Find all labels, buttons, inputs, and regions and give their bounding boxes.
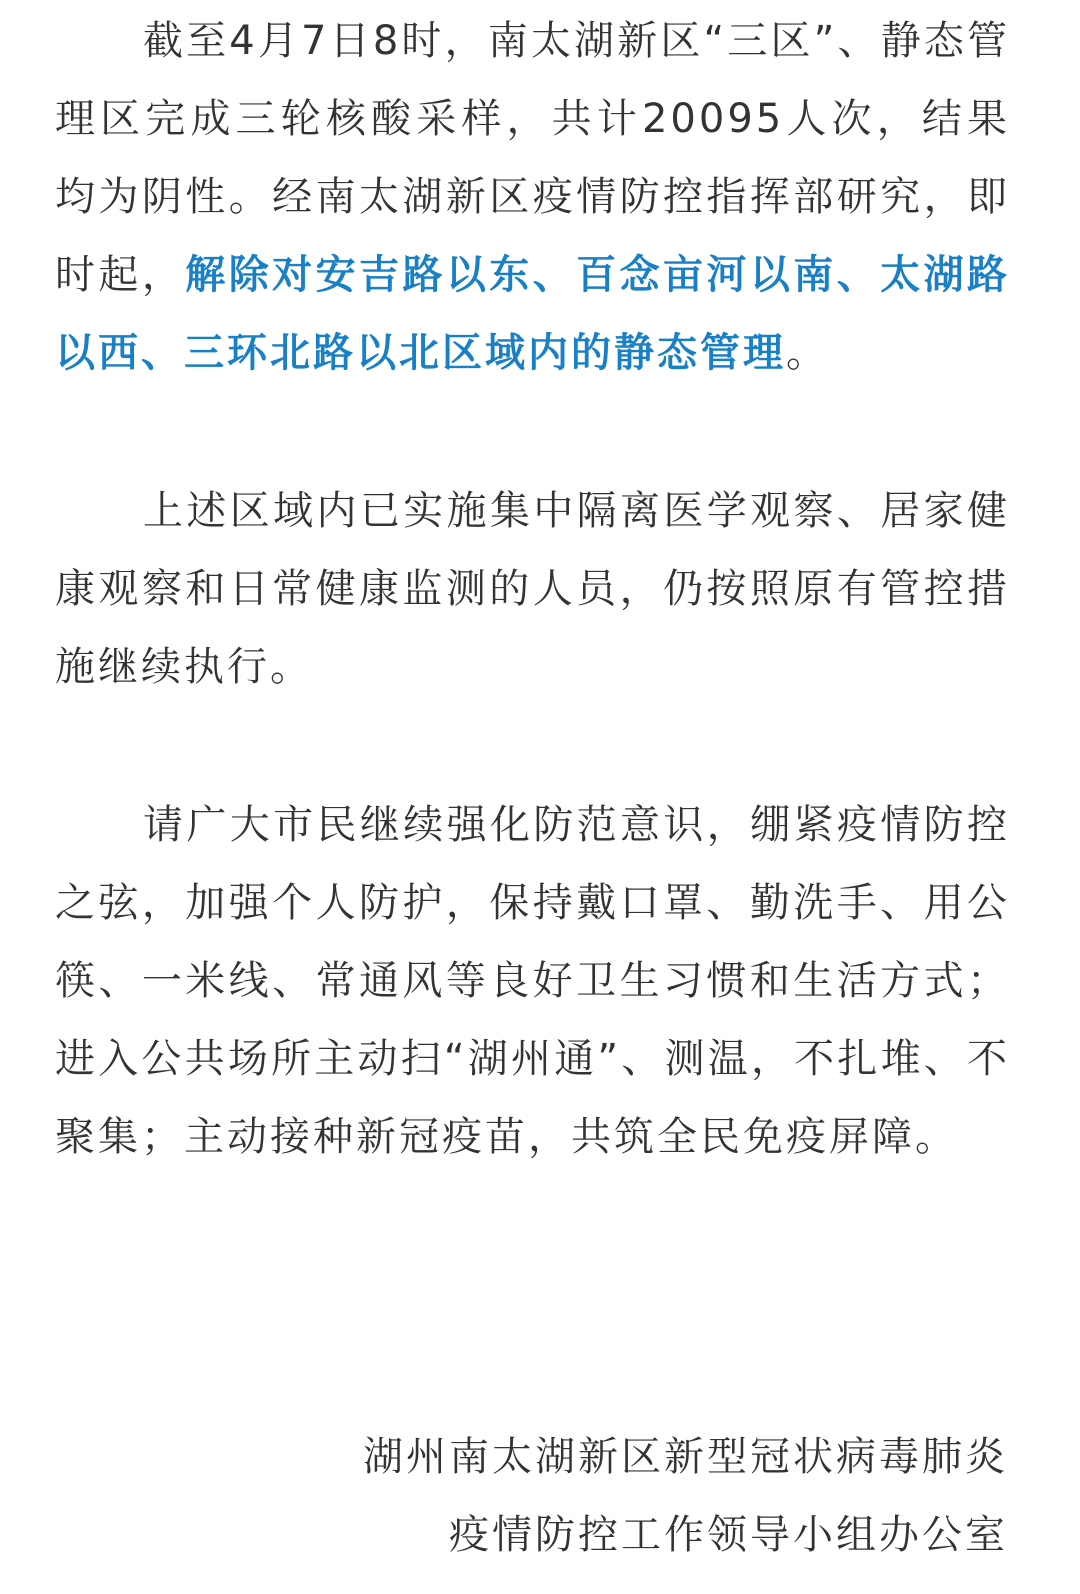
highlighted-lifting-notice: 解除对安吉路以东、百念亩河以南、太湖路以西、三环北路以北区域内的静态管理	[55, 252, 1011, 376]
paragraph-existing-measures: 上述区域内已实施集中隔离医学观察、居家健康观察和日常健康监测的人员，仍按照原有管控措施继续执行。	[55, 488, 1010, 690]
article-body	[55, 0, 1010, 1176]
paragraph-announcement-text: 截至4月7日8时，南太湖新区“三区”、静态管理区完成三轮核酸采样，共计20095人次，结果均为阴性。经南太湖新区疫情防控指挥部研究，即时起，	[55, 18, 1010, 298]
signature-line-1: 湖州南太湖新区新型冠状病毒肺炎	[363, 1434, 1008, 1480]
paragraph-announcement-end: 。	[786, 330, 829, 376]
signature-line-2: 疫情防控工作领导小组办公室	[449, 1512, 1008, 1558]
signature-block	[363, 1418, 1008, 1574]
paragraph-announcement	[55, 0, 1010, 392]
paragraph-public-advice: 请广大市民继续强化防范意识，绷紧疫情防控之弦，加强个人防护，保持戴口罩、勤洗手、用公筷、一米线、常通风等良好卫生习惯和生活方式；进入公共场所主动扫“湖州通”、测温，不扎堆、不聚集；主动接种新冠疫苗，共筑全民免疫屏障。	[55, 802, 1010, 1160]
